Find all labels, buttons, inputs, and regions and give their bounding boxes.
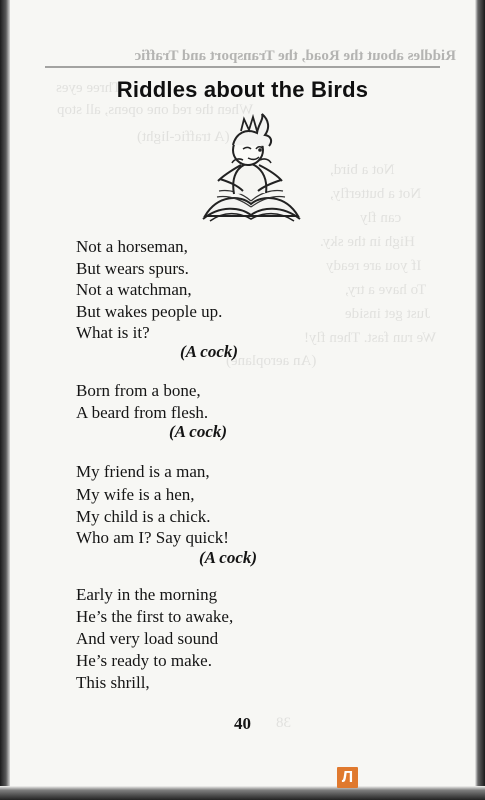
bleed-line-5: Not a butterfly, [330,186,422,202]
riddle-line: My friend is a man, [76,462,210,481]
boy-reading-book-illustration [190,111,312,233]
riddle-line: Born from a bone, [76,381,201,400]
header-rule [45,66,440,68]
bleed-line-8: If you are ready [326,258,422,274]
page-title: Riddles about the Birds [116,77,369,102]
riddle-answer: (A cock) [169,422,228,441]
bleed-line-11: We run fast. Then fly! [304,330,437,346]
riddle-line: My wife is a hen, [76,485,195,504]
bleed-line-6: can fly [360,210,402,226]
bleed-line-10: Just get inside [345,306,430,322]
bleed-line-12: (An aeroplane) [226,353,317,369]
riddle-answer: (A cock) [199,548,258,567]
riddle-line: He’s ready to make. [76,651,212,670]
riddle-line: And very load sound [76,629,219,648]
riddle-line: This shrill, [76,673,150,692]
riddle-line: What is it? [76,323,150,342]
page-number: 40 [234,714,251,733]
page-edge-bottom [0,786,485,800]
bleed-through-header: Riddles about the Road, the Transport and Traffic [134,48,456,64]
bleed-line-2: When the red one opens, all stop [57,102,254,118]
riddle-line: But wears spurs. [76,259,189,278]
publisher-logo: Л [337,767,358,788]
riddle-line: Who am I? Say quick! [76,528,229,547]
riddle-line: Early in the morning [76,585,218,604]
bleed-line-9: To have a try, [345,282,427,298]
bleed-line-7: High in the sky. [320,234,415,250]
bleed-line-3: (A traffic-light) [137,129,230,145]
riddle-line: He’s the first to awake, [76,607,234,626]
riddle-answer: (A cock) [180,342,239,361]
page-edge-right [475,0,485,800]
bleed-line-1: Three eyes [56,80,122,96]
riddle-line: Not a watchman, [76,280,192,299]
riddle-line: A beard from flesh. [76,403,209,422]
page-edge-left [0,0,10,800]
bleed-page-number: 38 [276,715,291,731]
riddle-line: Not a horseman, [76,237,188,256]
riddle-line: But wakes people up. [76,302,223,321]
riddle-line: My child is a chick. [76,507,211,526]
bleed-line-4: Not a bird, [330,162,395,178]
